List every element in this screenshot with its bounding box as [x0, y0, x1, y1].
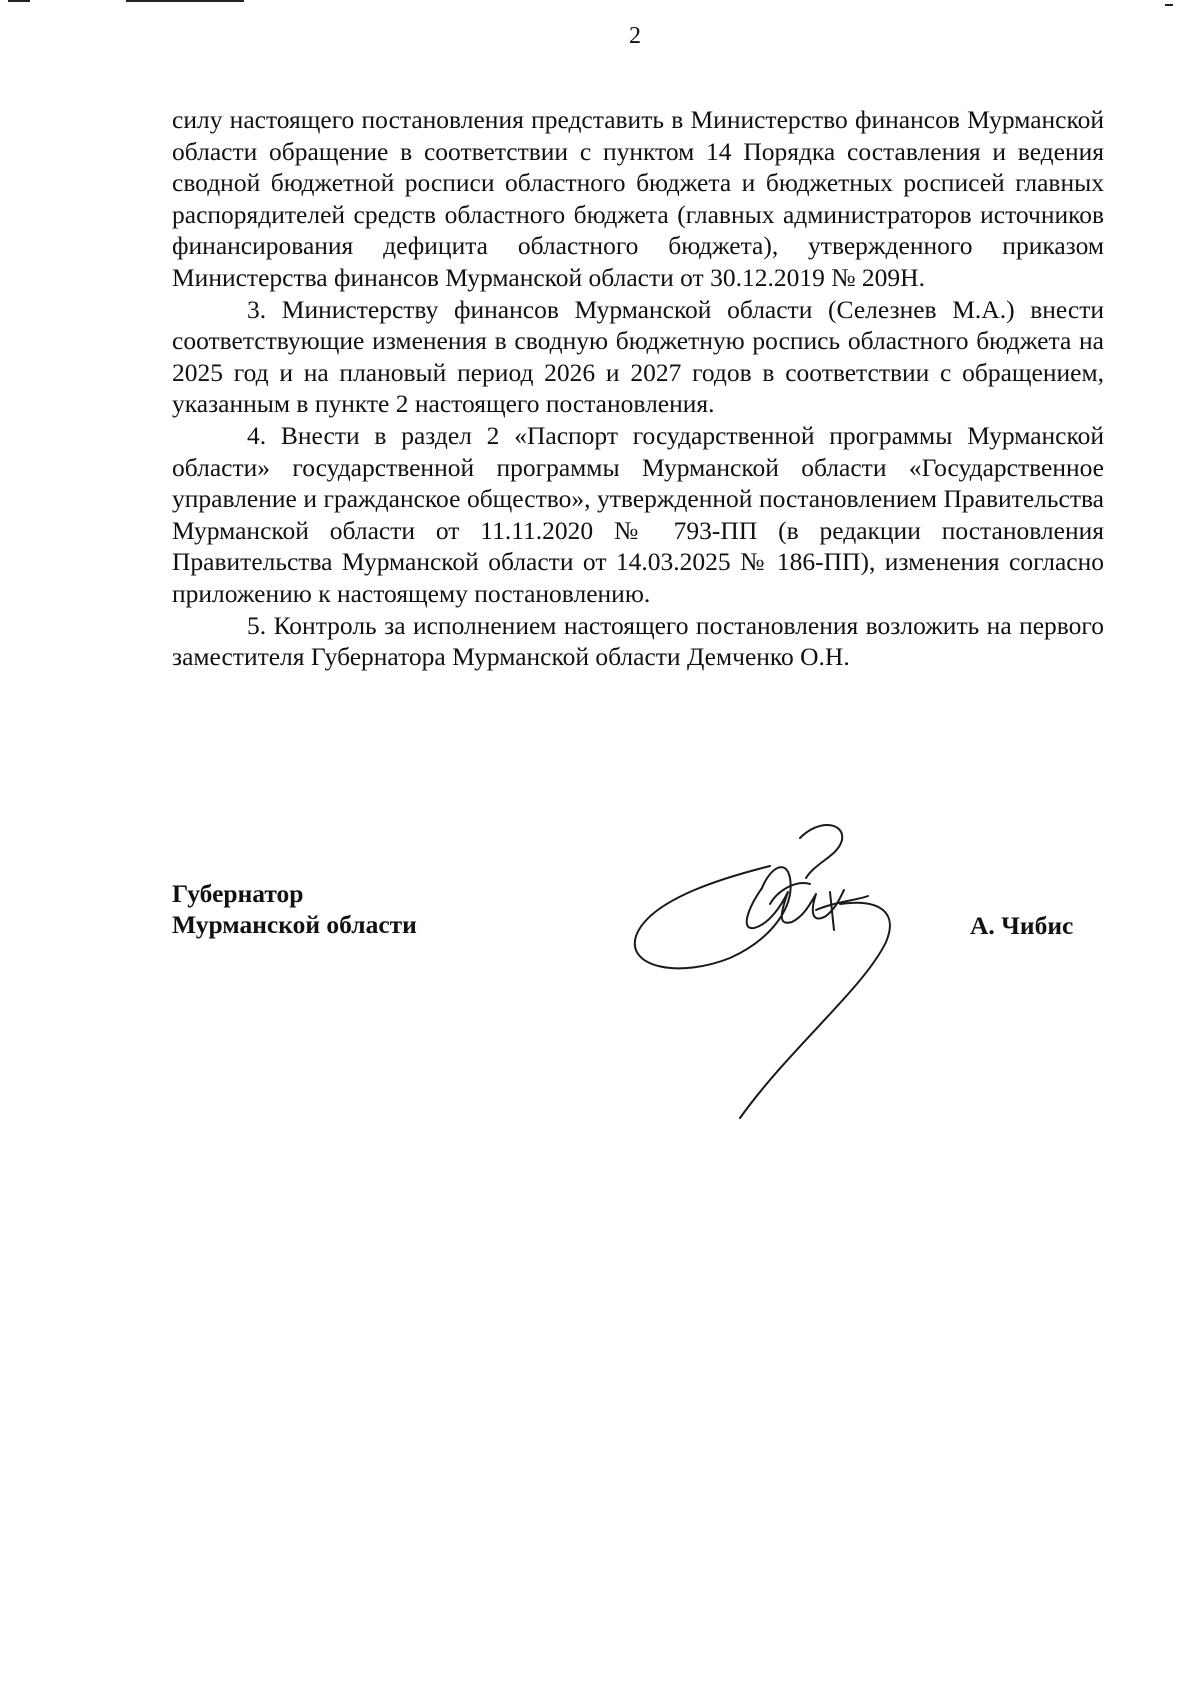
- scan-edge-mark-left: [8, 0, 30, 2]
- paragraph-item-3: 3. Министерству финансов Мурманской области (Селезнев М.А.) внести соответствующие изменения в сводную бюджетную роспись областного бюджета на 2025 год и на плановый период 2026 и 2027 годов в соответствии с обращением, указанным в пункте 2 настоящего постановления.: [172, 294, 1104, 419]
- handwritten-signature: [620, 818, 940, 1128]
- scan-edge-mark-center: [126, 0, 244, 2]
- paragraph-item-5: 5. Контроль за исполнением настоящего постановления возложить на первого заместителя Губернатора Мурманской области Демченко О.Н.: [172, 610, 1104, 672]
- signatory-position-line2: Мурманской области: [172, 910, 417, 939]
- signatory-name: А. Чибис: [970, 911, 1074, 940]
- scan-edge-mark-right: [1165, 4, 1173, 6]
- page-number: 2: [629, 23, 641, 49]
- paragraph-continuation: силу настоящего постановления представить в Министерство финансов Мурманской области обращение в соответствии с пунктом 14 Порядка составления и ведения сводной бюджетной росписи областного бюджета и бюджетных росписей главных распорядителей средств областного бюджета (главных администраторов источников финансирования дефицита областного бюджета), утвержденного приказом Министерства финансов Мурманской области от 30.12.2019 № 209Н.: [172, 105, 1104, 292]
- signatory-position: [172, 878, 417, 940]
- document-body: [172, 104, 1104, 673]
- signatory-position-line1: Губернатор: [172, 879, 304, 908]
- paragraph-item-4: 4. Внести в раздел 2 «Паспорт государственной программы Мурманской области» государственной программы Мурманской области «Государственное управление и гражданское общество», утвержденной постановлением Правительства Мурманской области от 11.11.2020 № 793-ПП (в редакции постановления Правительства Мурманской области от 14.03.2025 № 186-ПП), изменения согласно приложению к настоящему постановлению.: [172, 420, 1104, 608]
